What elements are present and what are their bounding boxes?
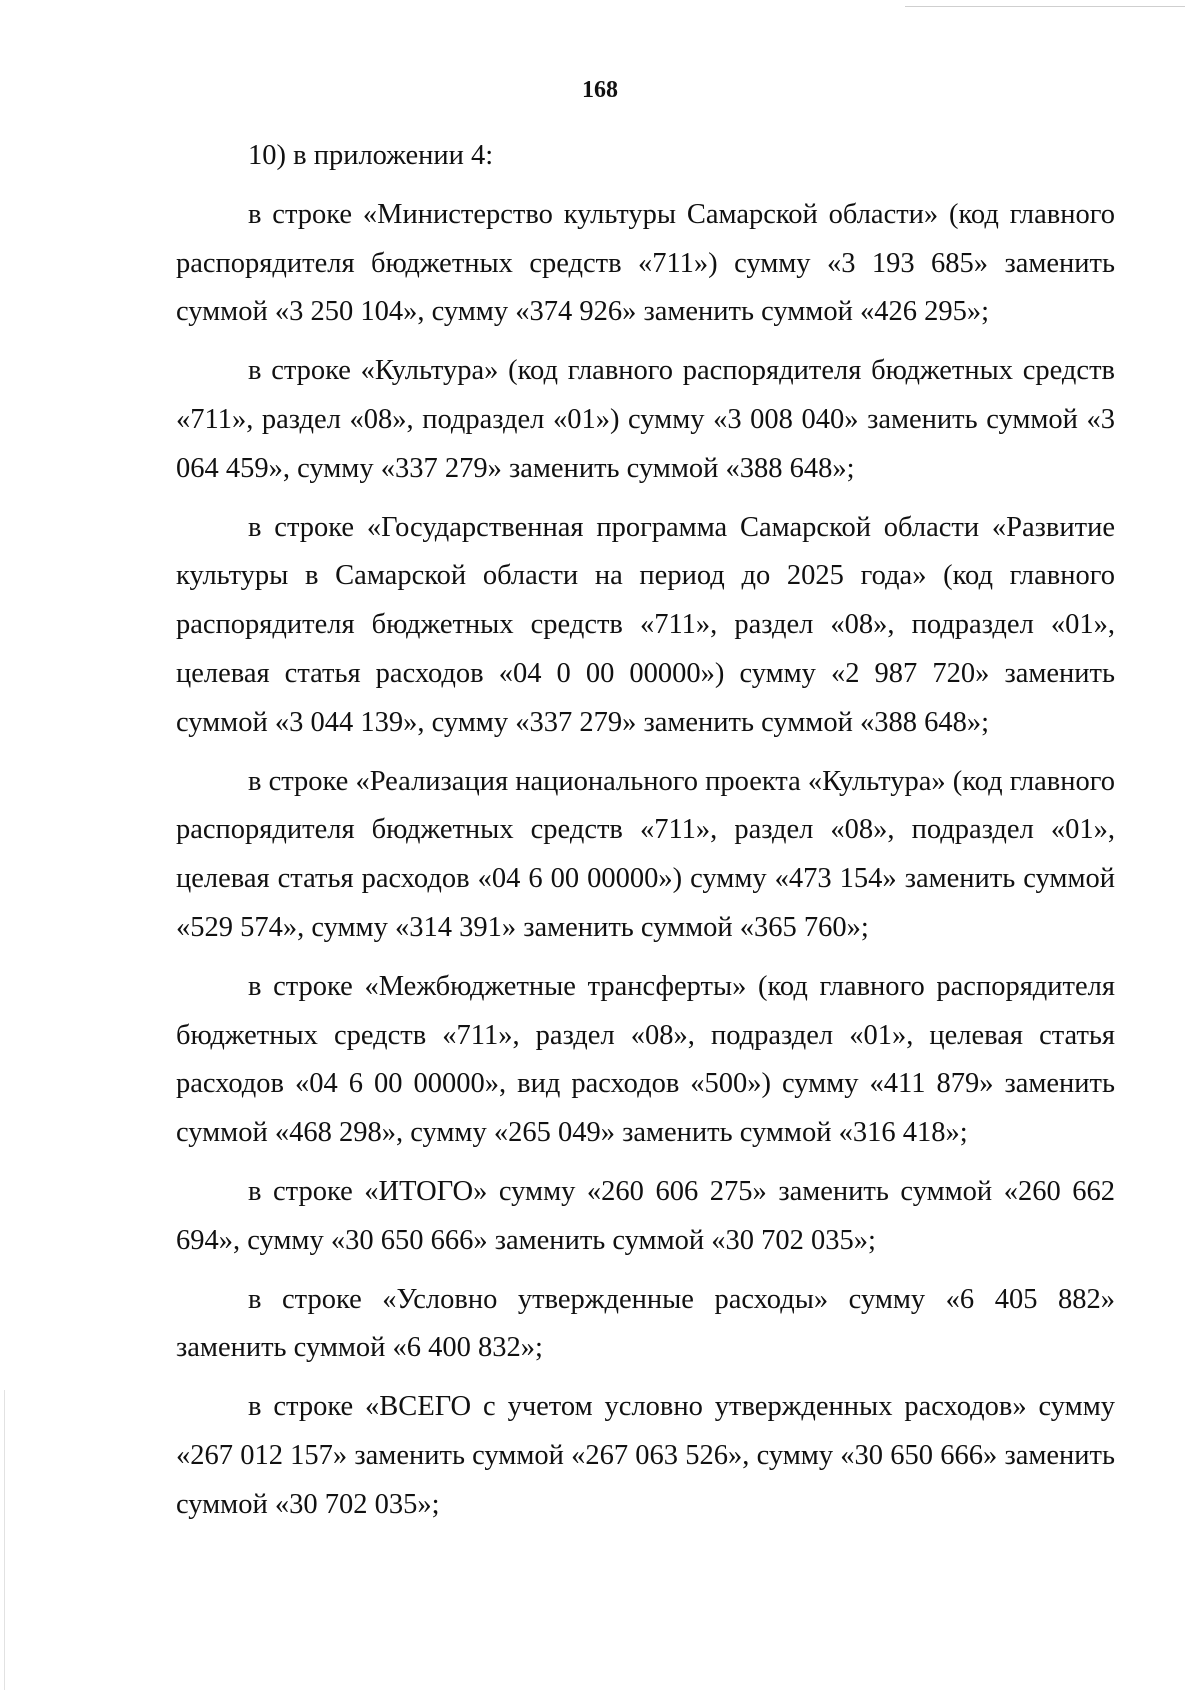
paragraph: в строке «Министерство культуры Самарской области» (код главного распорядителя бюджетных средств «711») сумму «3 193 685» заменить суммой «3 250 104», сумму «374 926» заменить суммой «426 295»; xyxy=(176,198,1115,328)
page-number: 168 xyxy=(582,77,618,103)
scan-artifact-edge xyxy=(4,1390,5,1690)
paragraph: в строке «ВСЕГО с учетом условно утвержденных расходов» сумму «267 012 157» заменить суммой «267 063 526», сумму «30 650 666» заменить суммой «30 702 035»; xyxy=(176,1391,1115,1520)
scan-artifact-line xyxy=(905,6,1185,7)
paragraph: в строке «Культура» (код главного распорядителя бюджетных средств «711», раздел «08», подраздел «01») сумму «3 008 040» заменить суммой «3 064 459», сумму «337 279» заменить суммой «388 648»; xyxy=(176,355,1115,484)
document-body xyxy=(176,132,1115,1530)
paragraph-heading: 10) в приложении 4: xyxy=(248,140,494,171)
paragraph: в строке «Реализация национального проекта «Культура» (код главного распорядителя бюджетных средств «711», раздел «08», подраздел «01», целевая статья расходов «04 6 00 00000») сумму «473 154» заменить суммой «529 574», сумму «314 391» заменить суммой «365 760»; xyxy=(176,765,1115,943)
paragraph: в строке «ИТОГО» сумму «260 606 275» заменить суммой «260 662 694», сумму «30 650 666» заменить суммой «30 702 035»; xyxy=(176,1175,1115,1256)
paragraph: в строке «Условно утвержденные расходы» сумму «6 405 882» заменить суммой «6 400 832»; xyxy=(176,1283,1115,1364)
paragraph: в строке «Государственная программа Самарской области «Развитие культуры в Самарской области на период до 2025 года» (код главного распорядителя бюджетных средств «711», раздел «08», подраздел «01», целевая статья расходов «04 0 00 00000») сумму «2 987 720» заменить суммой «3 044 139», сумму «337 279» заменить суммой «388 648»; xyxy=(176,511,1115,738)
paragraph: в строке «Межбюджетные трансферты» (код главного распорядителя бюджетных средств «711», раздел «08», подраздел «01», целевая статья расходов «04 6 00 00000», вид расходов «500») сумму «411 879» заменить суммой «468 298», сумму «265 049» заменить суммой «316 418»; xyxy=(176,970,1115,1149)
